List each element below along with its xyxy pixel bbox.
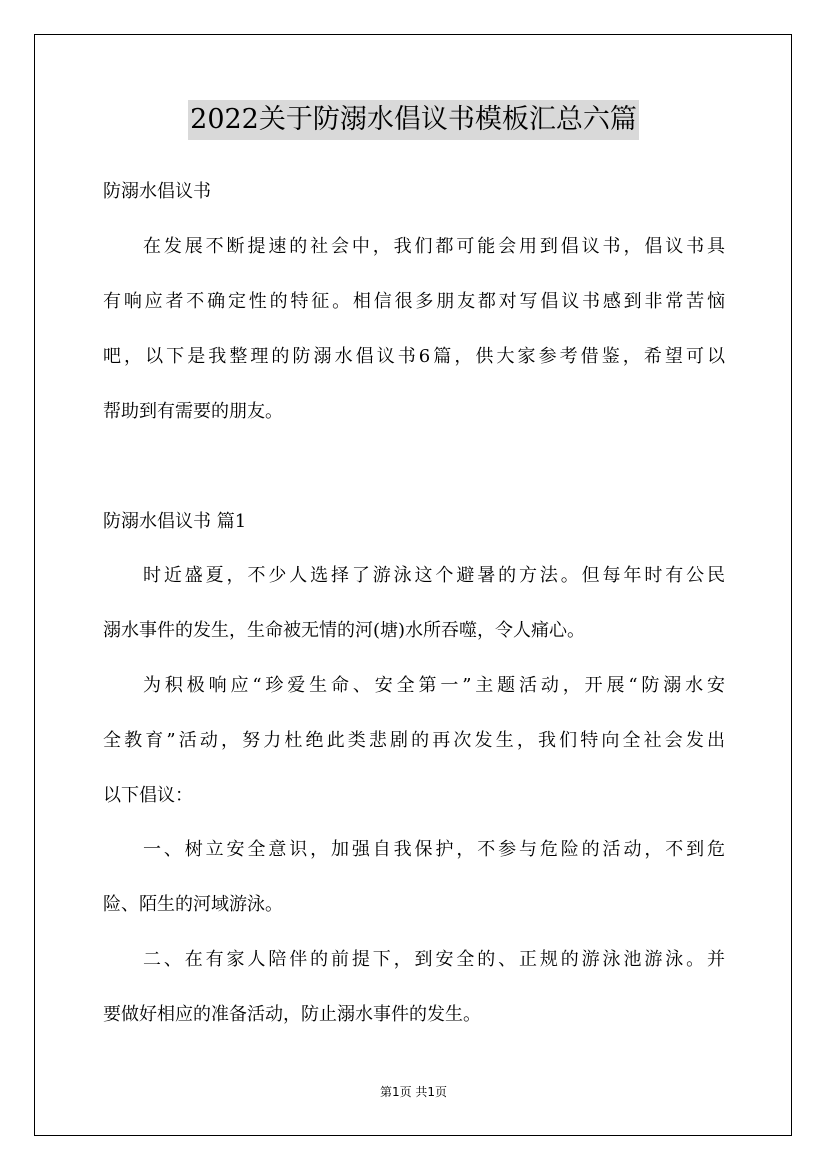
section-heading: 防溺水倡议书 篇1 <box>103 511 247 532</box>
paragraph-line: 帮助到有需要的朋友。 <box>103 401 283 422</box>
paragraph-line: 为积极响应“珍爱生命、安全第一”主题活动，开展“防溺水安 <box>143 675 725 696</box>
paragraph-line: 二、在有家人陪伴的前提下，到安全的、正规的游泳池游泳。并 <box>143 949 725 970</box>
paragraph-line: 全教育”活动，努力杜绝此类悲剧的再次发生，我们特向全社会发出 <box>103 730 725 751</box>
paragraph-line: 吧，以下是我整理的防溺水倡议书6篇，供大家参考借鉴，希望可以 <box>103 346 725 367</box>
paragraph-line: 时近盛夏，不少人选择了游泳这个避暑的方法。但每年时有公民 <box>143 565 725 586</box>
title-wrap <box>0 100 827 140</box>
paragraph-line: 溺水事件的发生，生命被无情的河(塘)水所吞噬，令人痛心。 <box>103 620 586 641</box>
paragraph-line: 以下倡议： <box>103 785 193 806</box>
paragraph-line: 要做好相应的准备活动，防止溺水事件的发生。 <box>103 1004 481 1025</box>
paragraph-line: 有响应者不确定性的特征。相信很多朋友都对写倡议书感到非常苦恼 <box>103 291 725 312</box>
paragraph-line: 险、陌生的河域游泳。 <box>103 894 283 915</box>
paragraph-line: 一、树立安全意识，加强自我保护，不参与危险的活动，不到危 <box>143 839 725 860</box>
paragraph-line: 在发展不断提速的社会中，我们都可能会用到倡议书，倡议书具 <box>143 236 725 257</box>
page-indicator: 第1页 共1页 <box>379 1085 448 1099</box>
document-title: 2022关于防溺水倡议书模板汇总六篇 <box>188 100 639 140</box>
section-heading: 防溺水倡议书 <box>103 181 211 202</box>
